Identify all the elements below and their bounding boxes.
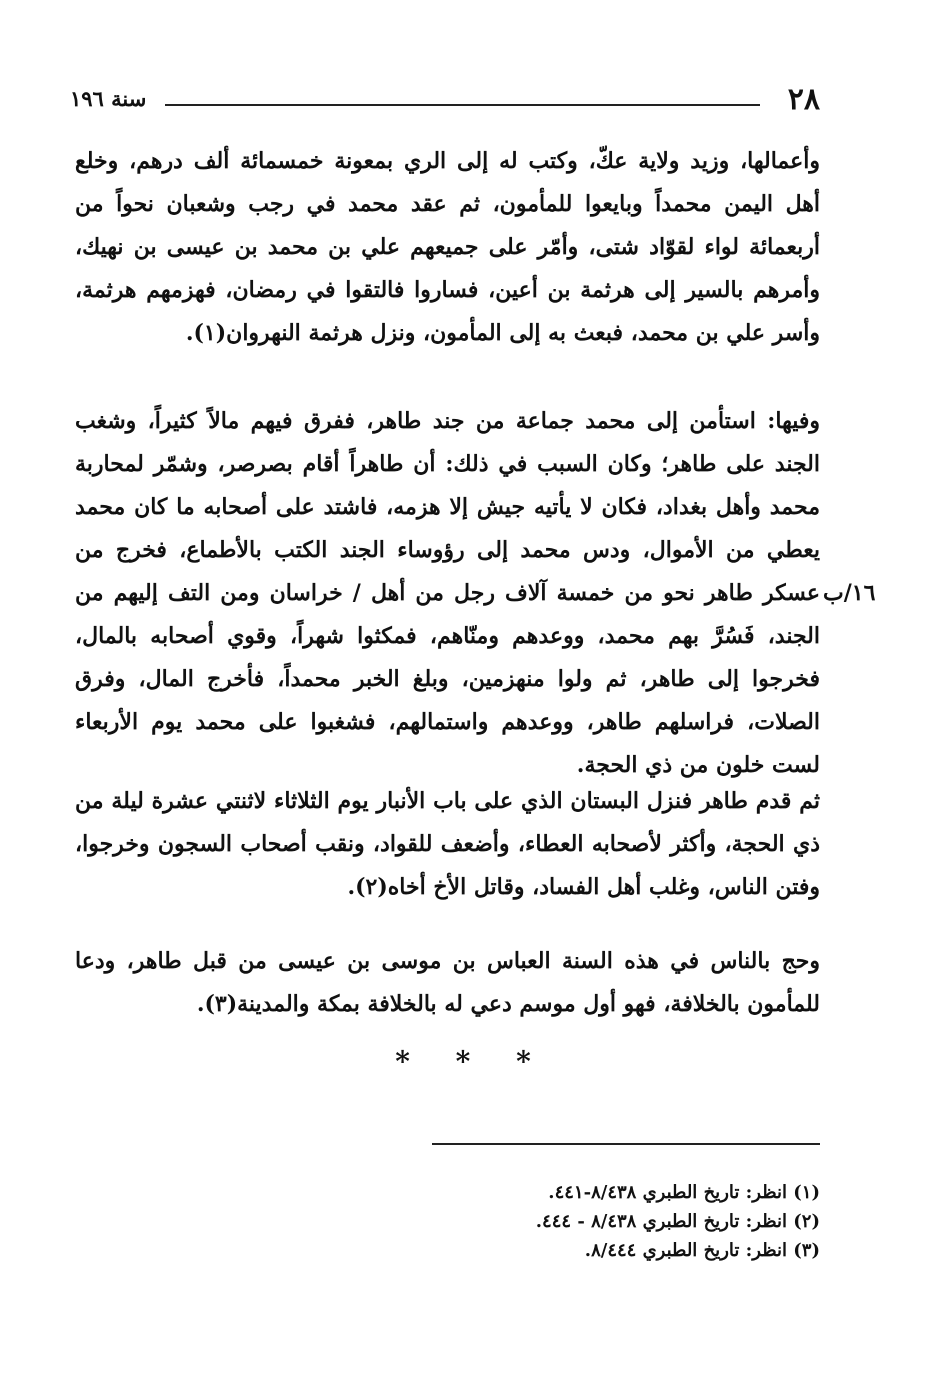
footnote-3: (٣) انظر: تاريخ الطبري ٨/٤٤٤. [584,1240,820,1261]
running-head: سنة ١٩٦ [70,86,147,111]
paragraph-text: استأمن إلى محمد جماعة من جند طاهر، ففرق فيهم مالاً كثيراً، وشغب الجند على طاهر؛ وكان السبب في ذلك: أن طاهراً أقام بصرصر، وشمّر لمحاربة محمد وأهل بغداد، فكان لا يأتيه جيش إلا هزمه، فاشتد على أصحابه ما كان محمد يعطي من الأموال، ودس محمد إلى رؤوساء الجند الكتب بالأطماع، فخرج من عسكر طاهر نحو من خمسة آلاف رجل من أهل / خراسان ومن التف إليهم من الجند، فَسُرَّ بهم محمد، ووعدهم ومنّاهم، فمكثوا شهراً، وقوي أصحابه بالمال، فخرجوا إلى طاهر، ثم ولوا منهزمين، وبلغ الخبر محمداً، فأخرج المال، وفرق الصلات، فراسلهم طاهر، ووعدهم واستمالهم، فشغبوا على محمد يوم الأربعاء لست خلون من ذي الحجة. [75,408,820,778]
paragraph-text: ثم قدم طاهر فنزل البستان الذي على باب الأنبار يوم الثلاثاء لاثنتي عشرة ليلة من ذي الحجة، وأكثر لأصحابه العطاء، وأضعف للقواد، ونقب أصحاب السجون وخرجوا، وفتن الناس، وغلب أهل الفساد، وقاتل الأخ أخاه(٢). [75,788,820,900]
paragraph-3 [75,780,820,909]
folio-margin-note: ١٦/ب [823,580,876,606]
footnote-rule [432,1143,820,1145]
paragraph-2 [75,400,820,787]
paragraph-lead: وفيها: [767,408,820,434]
page-number: ٢٨ [787,82,820,117]
paragraph-4 [75,940,820,1026]
paragraph-1 [75,140,820,355]
header-rule [165,104,760,106]
footnotes [536,1178,820,1265]
page-header [70,82,820,122]
footnote-2: (٢) انظر: تاريخ الطبري ٨/٤٣٨ - ٤٤٤. [535,1211,820,1232]
footnote-1: (١) انظر: تاريخ الطبري ٨/٤٣٨-٤٤١. [548,1182,820,1203]
section-separator: * * * [395,1045,549,1078]
paragraph-text: وحج بالناس في هذه السنة العباس بن موسى بن عيسى من قبل طاهر، ودعا للمأمون بالخلافة، فهو أول موسم دعي له بالخلافة بمكة والمدينة(٣). [75,948,820,1017]
paragraph-text: وأعمالها، وزيد ولاية عكّ، وكتب له إلى الري بمعونة خمسمائة ألف درهم، وخلع أهل اليمن محمداً وبايعوا للمأمون، ثم عقد محمد في رجب وشعبان نحواً من أربعمائة لواء لقوّاد شتى، وأمّر على جميعهم علي بن محمد بن عيسى بن نهيك، وأمرهم بالسير إلى هرثمة بن أعين، فساروا فالتقوا في رمضان، فهزمهم هرثمة، وأسر علي بن محمد، فبعث به إلى المأمون، ونزل هرثمة النهروان(١). [75,148,820,346]
